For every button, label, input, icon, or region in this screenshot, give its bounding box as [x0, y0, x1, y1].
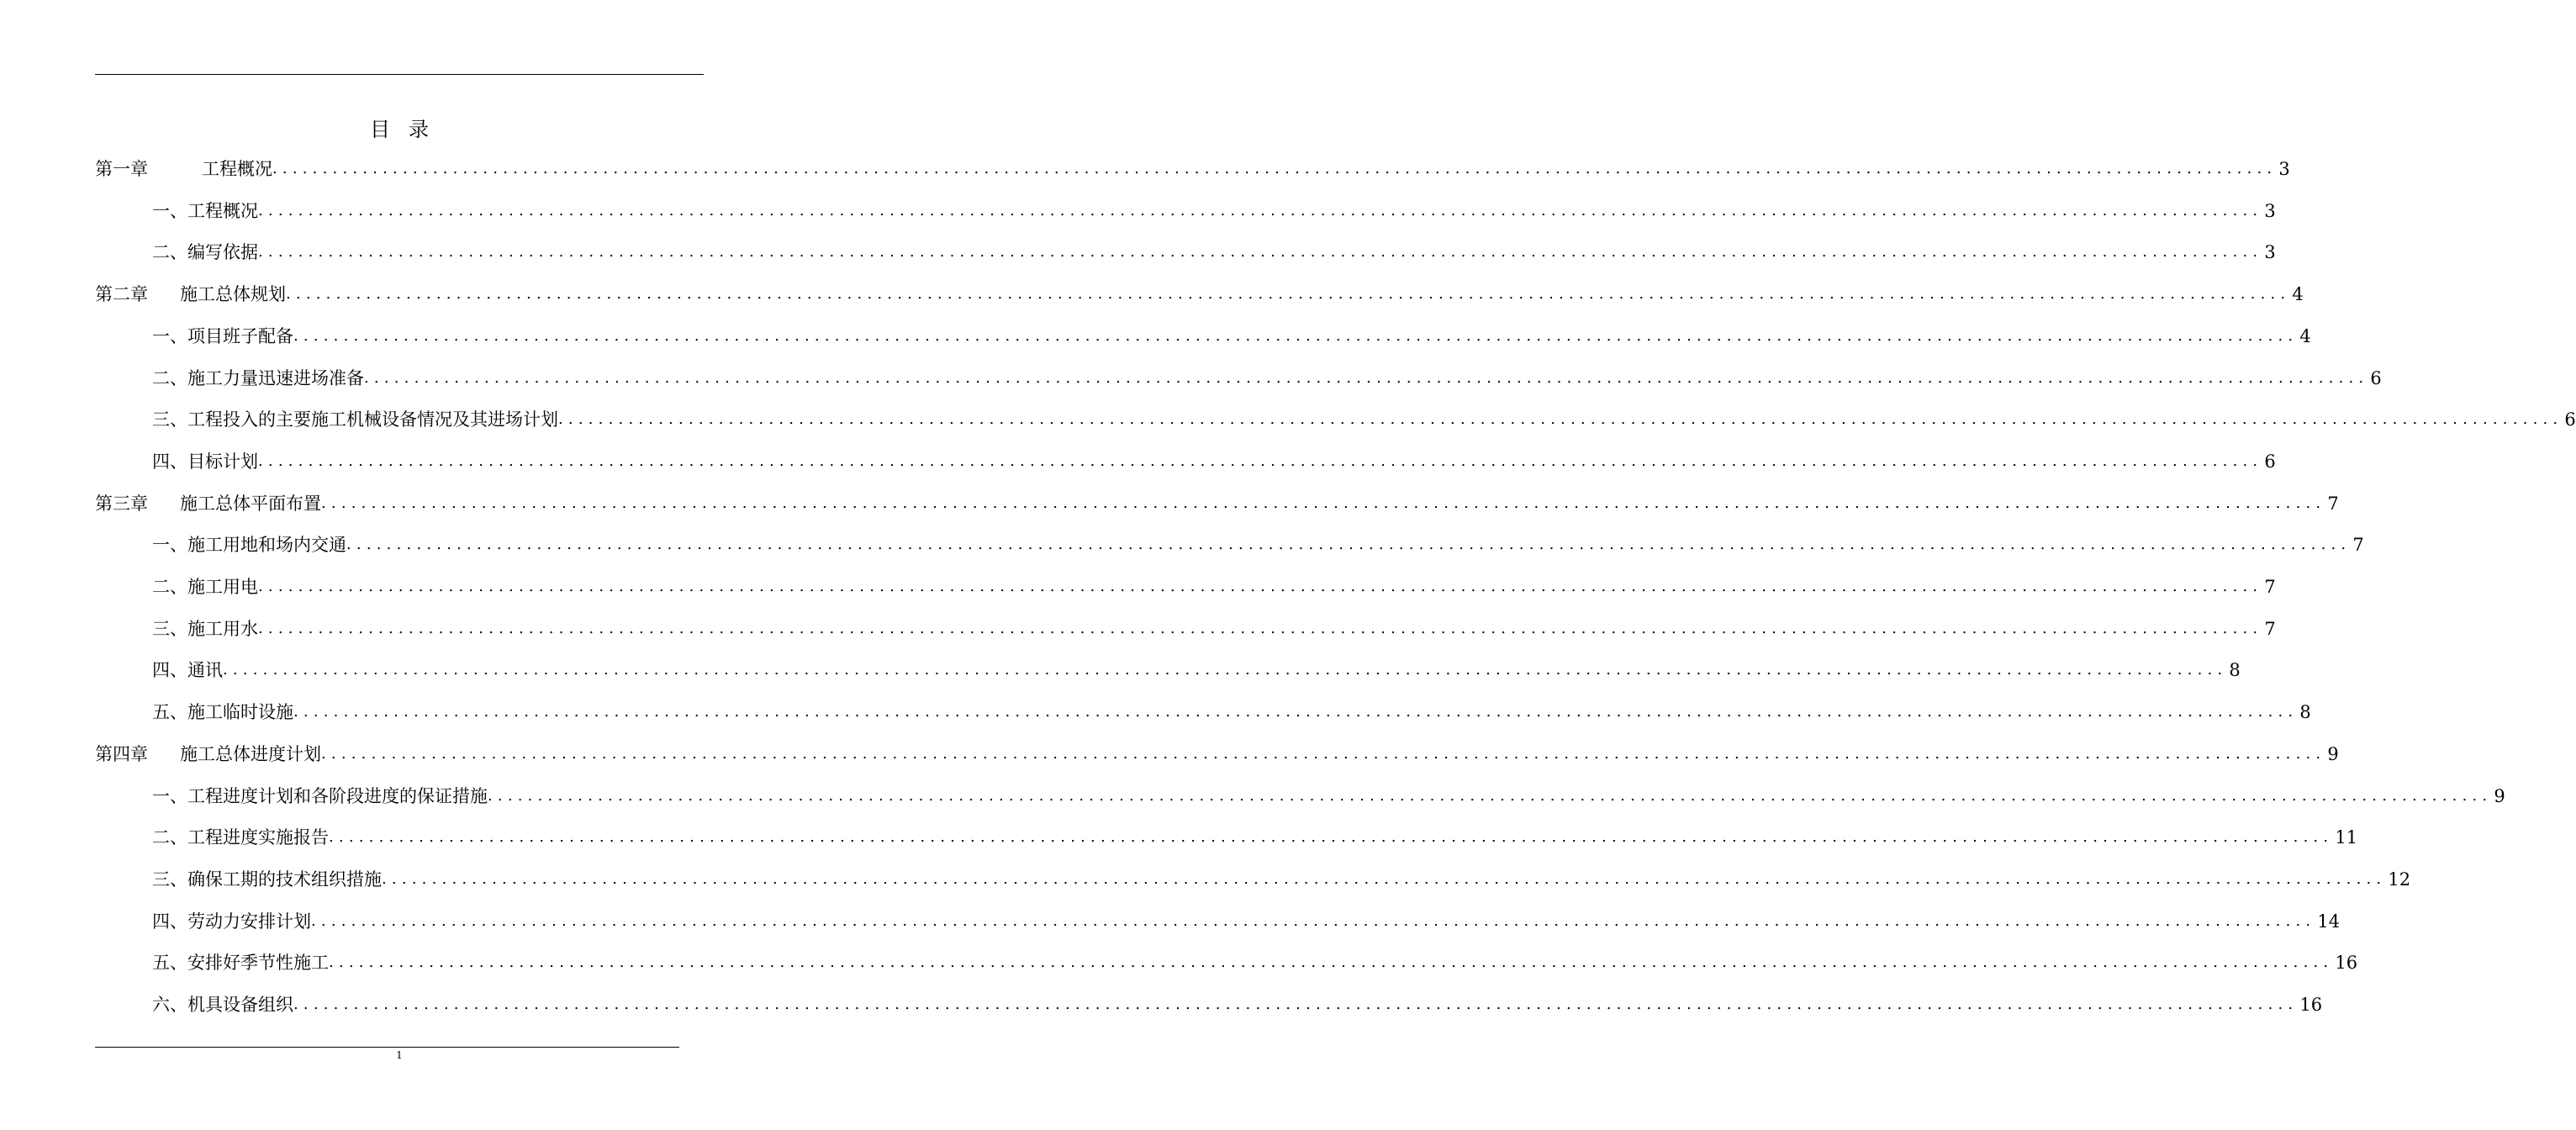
toc-leader-dots: ........................................................................................................................................................................................................ [329, 828, 2334, 847]
toc-section-entry[interactable] [95, 317, 2311, 356]
toc-page-number: 6 [2264, 451, 2276, 472]
toc-leader-dots: ........................................................................................................................................................................................................ [382, 869, 2387, 888]
toc-page-number: 7 [2264, 618, 2276, 639]
toc-entry-text: 一、工程概况 [152, 200, 258, 221]
toc-chapter-entry[interactable] [95, 150, 2290, 188]
toc-section-entry[interactable] [95, 525, 2364, 564]
toc-page-number: 4 [2292, 284, 2304, 305]
toc-leader-dots: ........................................................................................................................................................................................................ [258, 619, 2263, 637]
toc-page-number: 4 [2299, 325, 2311, 346]
toc-leader-dots: ........................................................................................................................................................................................................ [286, 285, 2291, 304]
toc-section-entry[interactable] [95, 902, 2341, 941]
toc-section-entry[interactable] [95, 651, 2241, 689]
toc-page-number: 11 [2335, 827, 2358, 848]
footer-rule [95, 1047, 679, 1048]
toc-entry-title [152, 610, 258, 648]
toc-leader-dots: ........................................................................................................................................................................................................ [258, 578, 2263, 595]
toc-entry-title [152, 233, 258, 272]
toc-leader-dots: ........................................................................................................................................................................................................ [223, 661, 2228, 679]
toc-entry-title [152, 359, 364, 398]
toc-leader-dots: ........................................................................................................................................................................................................ [346, 536, 2352, 554]
toc-entry-text: 二、施工用电 [152, 577, 258, 597]
toc-chapter-entry[interactable] [95, 275, 2304, 314]
toc-chapter-number: 第二章 [95, 284, 148, 305]
toc-entry-title [152, 777, 488, 816]
toc-entry-title [152, 985, 293, 1024]
toc-page-number: 16 [2335, 953, 2358, 974]
toc-entry-title [152, 192, 258, 230]
toc-entry-text: 三、工程投入的主要施工机械设备情况及其进场计划 [152, 409, 558, 430]
toc-entry-text: 工程概况 [202, 159, 272, 179]
toc-section-entry[interactable] [95, 860, 2411, 899]
toc-page-number: 9 [2494, 785, 2505, 806]
toc-entry-title [152, 568, 258, 606]
toc-leader-dots: ........................................................................................................................................................................................................ [272, 160, 2278, 177]
toc-leader-dots: ........................................................................................................................................................................................................ [488, 786, 2493, 805]
toc-entry-text: 施工总体规划 [180, 284, 286, 305]
toc-section-entry[interactable] [95, 943, 2358, 982]
toc-leader-dots: ........................................................................................................................................................................................................ [293, 995, 2299, 1013]
toc-entry-text: 二、施工力量迅速进场准备 [152, 367, 364, 388]
toc-entry-text: 四、劳动力安排计划 [152, 911, 311, 932]
toc-entry-title [152, 317, 293, 356]
toc-entry-text: 三、施工用水 [152, 618, 258, 639]
toc-section-entry[interactable] [95, 233, 2276, 272]
toc-entry-title [95, 275, 286, 314]
toc-entry-text: 施工总体进度计划 [180, 743, 321, 764]
toc-leader-dots: ........................................................................................................................................................................................................ [258, 451, 2263, 470]
toc-page-number: 7 [2327, 493, 2339, 514]
toc-entry-text: 一、工程进度计划和各阶段进度的保证措施 [152, 785, 488, 806]
toc-page-number: 7 [2264, 577, 2276, 597]
toc-section-entry[interactable] [95, 400, 2576, 439]
toc-page-number: 8 [2299, 702, 2311, 723]
toc-chapter-number: 第三章 [95, 493, 148, 514]
toc-page-number: 16 [2299, 995, 2323, 1015]
page-number: 1 [396, 1049, 403, 1061]
toc-leader-dots: ........................................................................................................................................................................................................ [293, 326, 2299, 345]
toc-entry-text: 六、机具设备组织 [152, 995, 293, 1015]
toc-entry-text: 二、编写依据 [152, 242, 258, 263]
toc-page-number: 3 [2264, 242, 2276, 263]
toc-leader-dots: ........................................................................................................................................................................................................ [321, 744, 2326, 763]
toc-entry-text: 二、工程进度实施报告 [152, 827, 329, 848]
toc-section-entry[interactable] [95, 818, 2358, 857]
toc-entry-title [152, 902, 311, 941]
toc-entry-title [152, 860, 382, 899]
toc-entry-title [152, 693, 293, 731]
toc-entry-title [152, 651, 223, 689]
header-rule [95, 74, 704, 75]
toc-page-number: 7 [2352, 535, 2364, 556]
toc-entry-text: 四、目标计划 [152, 451, 258, 472]
toc-section-entry[interactable] [95, 192, 2276, 230]
toc-entry-title [95, 484, 321, 523]
toc-leader-dots: ........................................................................................................................................................................................................ [293, 703, 2299, 721]
toc-page-number: 3 [2278, 159, 2290, 179]
toc-entry-title [152, 818, 329, 857]
toc-section-entry[interactable] [95, 610, 2276, 648]
toc-chapter-number: 第四章 [95, 743, 148, 764]
toc-entry-text: 一、施工用地和场内交通 [152, 535, 346, 556]
toc-entry-title [152, 442, 258, 481]
toc-entry-text: 五、施工临时设施 [152, 702, 293, 723]
toc-section-entry[interactable] [95, 693, 2311, 731]
toc-page-number: 6 [2564, 409, 2576, 430]
toc-entry-title [152, 400, 558, 439]
toc-page-number: 12 [2388, 869, 2411, 890]
toc-entry-text: 一、项目班子配备 [152, 325, 293, 346]
toc-entry-title [152, 525, 346, 564]
toc-entry-text: 三、确保工期的技术组织措施 [152, 869, 382, 890]
toc-entry-text: 四、通讯 [152, 660, 223, 681]
toc-page-number: 8 [2229, 660, 2241, 681]
toc-entry-title [152, 943, 329, 982]
toc-leader-dots: ........................................................................................................................................................................................................ [258, 201, 2263, 219]
toc-leader-dots: ........................................................................................................................................................................................................ [258, 243, 2263, 261]
toc-entry-text: 五、安排好季节性施工 [152, 953, 329, 974]
toc-leader-dots: ........................................................................................................................................................................................................ [329, 953, 2334, 972]
toc-chapter-entry[interactable] [95, 484, 2339, 523]
toc-page-number: 6 [2370, 367, 2382, 388]
toc-page-number: 3 [2264, 200, 2276, 221]
toc-entry-title [95, 150, 272, 188]
toc-leader-dots: ........................................................................................................................................................................................................ [364, 368, 2369, 387]
toc-section-entry[interactable] [95, 442, 2276, 481]
page-title: 目录 [370, 118, 447, 141]
toc-entry-title [95, 735, 321, 774]
toc-entry-text: 施工总体平面布置 [180, 493, 321, 514]
toc-section-entry[interactable] [95, 777, 2505, 816]
toc-leader-dots: ........................................................................................................................................................................................................ [311, 911, 2316, 930]
toc-leader-dots: ........................................................................................................................................................................................................ [558, 410, 2563, 429]
toc-page-number: 9 [2327, 743, 2339, 764]
toc-chapter-entry[interactable] [95, 735, 2339, 774]
toc-leader-dots: ........................................................................................................................................................................................................ [321, 494, 2326, 512]
toc-section-entry[interactable] [95, 568, 2276, 606]
toc-chapter-number: 第一章 [95, 159, 148, 179]
toc-section-entry[interactable] [95, 359, 2382, 398]
toc-section-entry[interactable] [95, 985, 2323, 1024]
toc-page-number: 14 [2317, 911, 2341, 932]
